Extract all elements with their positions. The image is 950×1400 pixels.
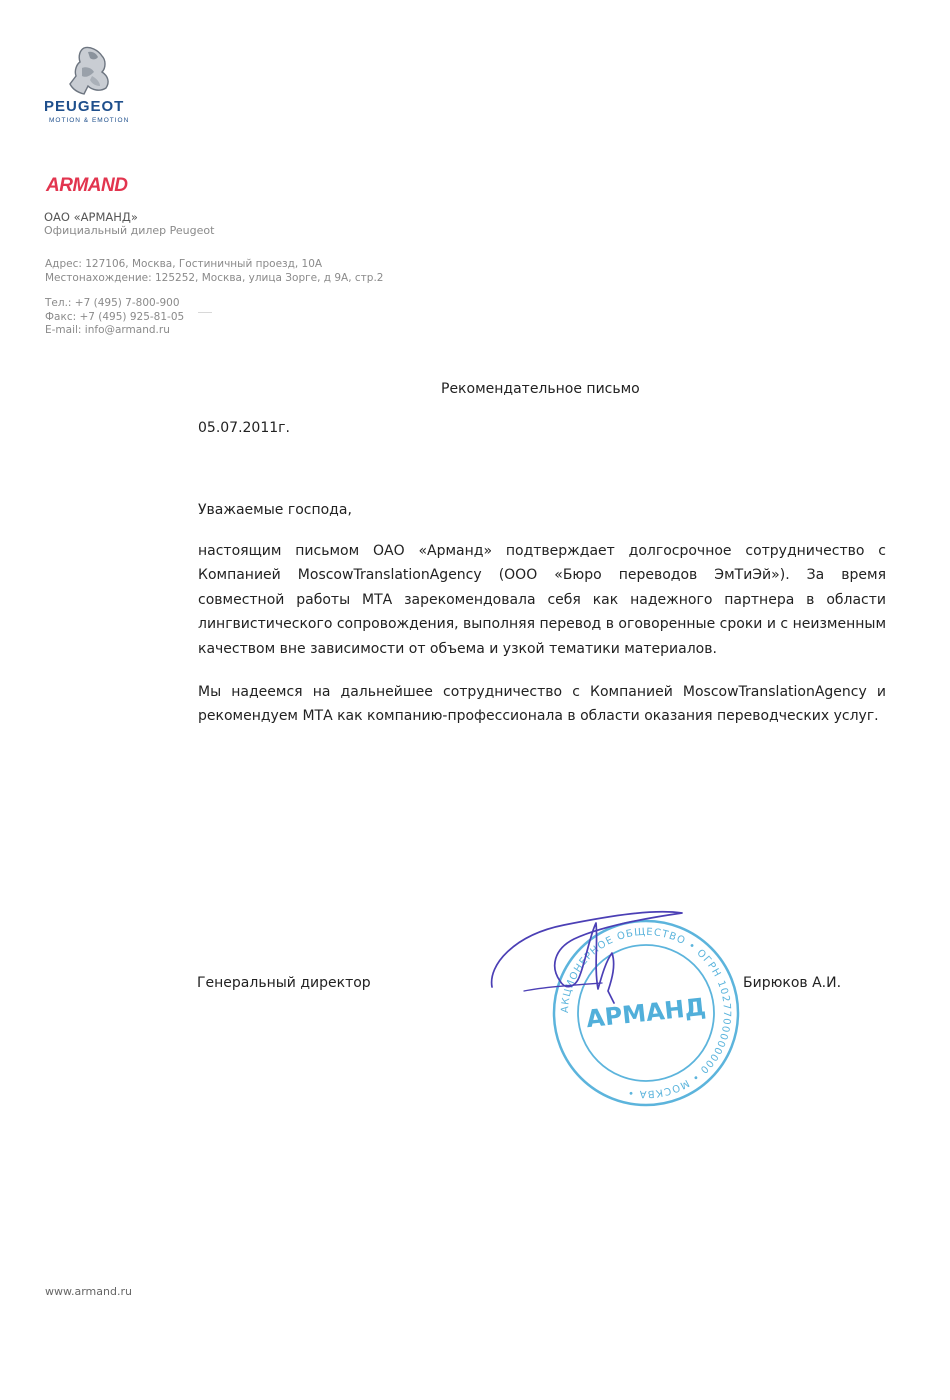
footer-website: www.armand.ru	[45, 1285, 132, 1298]
signatory-name: Бирюков А.И.	[743, 975, 842, 991]
signatory-role: Генеральный директор	[197, 975, 371, 991]
fax-line: Факс: +7 (495) 925-81-05	[45, 311, 185, 323]
company-name: ОАО «АРМАНД»	[44, 210, 138, 224]
letter-paragraph: настоящим письмом ОАО «Арманд» подтверждает долгосрочное сотрудничество с Компанией MoscowTranslationAgency (ООО «Бюро переводов ЭмТиЭй»). За время совместной работы МТА зарекомендовала себя как надежного партнера в области лингвистического сопровождения, выполняя перевод в оговоренные сроки и с неизменным качеством вне зависимости от объема и узкой тематики материалов.	[198, 543, 886, 657]
peugeot-lion-logo	[62, 38, 122, 98]
phone-line: Тел.: +7 (495) 7-800-900	[45, 297, 180, 309]
email-line: E-mail: info@armand.ru	[45, 324, 170, 336]
stamp-ring-text: АКЦИОНЕРНОЕ ОБЩЕСТВО • ОГРН 1027700000000 • МОСКВА •	[559, 926, 733, 1100]
divider-mark	[198, 312, 212, 313]
armand-logo-text: ARMAND	[46, 175, 128, 195]
location-line: Местонахождение: 125252, Москва, улица Зорге, д 9А, стр.2	[45, 272, 384, 284]
letter-title: Рекомендательное письмо	[441, 381, 640, 397]
letter-date: 05.07.2011г.	[198, 420, 290, 436]
peugeot-brand-name: PEUGEOT	[44, 98, 125, 115]
letter-paragraph: Мы надеемся на дальнейшее сотрудничество с Компанией MoscowTranslationAgency и рекомендуем МТА как компанию-профессионала в области оказания переводческих услуг.	[198, 684, 886, 725]
stamp-center-text: АРМАНД	[584, 992, 708, 1034]
company-subtitle: Официальный дилер Peugeot	[44, 224, 215, 237]
peugeot-slogan: MOTION & EMOTION	[49, 117, 130, 124]
handwritten-signature	[484, 895, 694, 1010]
address-line: Адрес: 127106, Москва, Гостиничный проезд, 10А	[45, 258, 323, 270]
letter-greeting: Уважаемые господа,	[198, 502, 352, 518]
armand-logo	[44, 173, 148, 195]
